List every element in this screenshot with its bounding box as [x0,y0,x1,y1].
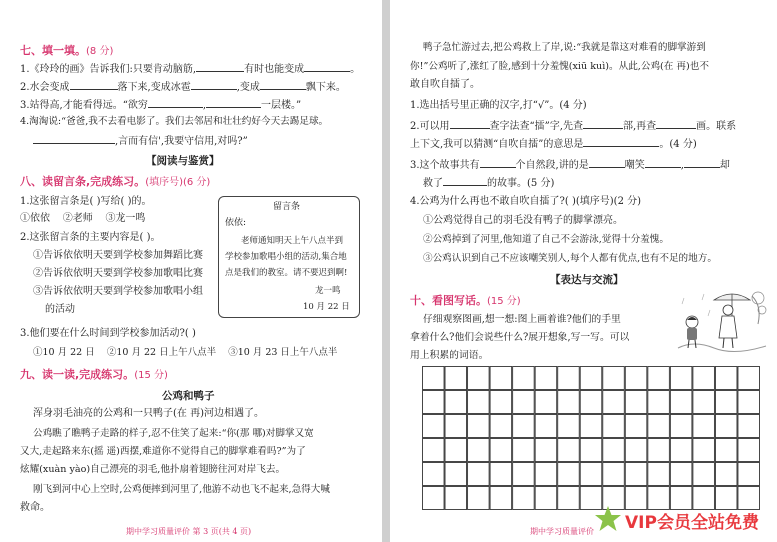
grid-cell[interactable] [648,367,670,390]
grid-cell[interactable] [738,439,760,462]
story-paragraph-4: 你!”公鸡听了,涨红了脸,感到十分羞愧(xiū kuì)。从此,公鸡(在 再)也不 [410,61,709,72]
grid-cell[interactable] [670,391,692,414]
grid-cell[interactable] [715,391,737,414]
grid-cell[interactable] [513,367,535,390]
blank[interactable] [33,134,115,144]
grid-cell[interactable] [670,367,692,390]
grid-cell[interactable] [445,415,467,438]
grid-cell[interactable] [535,463,557,486]
message-note-box [218,196,360,318]
star-icon [593,504,623,534]
grid-cell[interactable] [715,415,737,438]
grid-cell[interactable] [423,415,445,438]
grid-cell[interactable] [603,463,625,486]
children-umbrella-illustration [674,288,769,356]
grid-cell[interactable] [648,463,670,486]
grid-cell[interactable] [738,463,760,486]
s8-q1: 1.这张留言条是( )写给( )的。 [20,196,152,207]
grid-cell[interactable] [535,439,557,462]
grid-cell[interactable] [738,415,760,438]
story-paragraph-1: 浑身羽毛油亮的公鸡和一只鸭子(在 再)河边相遇了。 [33,408,264,419]
s7-q1: 1.《玲玲的画》告诉我们:只要肯动脑筋, 有时也能变成 。 [20,64,361,75]
grid-cell[interactable] [535,415,557,438]
grid-cell[interactable] [423,391,445,414]
story-paragraph-2: 炫耀(xuàn yào)自己漂亮的羽毛,他扑扇着翅膀往河对岸飞去。 [20,464,286,475]
blank[interactable] [260,80,306,90]
grid-cell[interactable] [468,439,490,462]
story-paragraph-2: 又大,走起路来东(摇 遥)西摆,难道你不觉得自己的脚掌难看吗?”为了 [20,446,306,457]
grid-cell[interactable] [670,463,692,486]
grid-cell[interactable] [490,391,512,414]
grid-cell[interactable] [490,367,512,390]
grid-cell[interactable] [445,463,467,486]
option[interactable]: ①依依 [20,213,50,224]
grid-cell[interactable] [445,487,467,510]
grid-cell[interactable] [625,367,647,390]
grid-cell[interactable] [693,415,715,438]
s9-q2-line1: 2.可以用 查字法查“擂”字,先查 部,再查 画。联系 [410,121,737,132]
s9-q4-option3[interactable]: ③公鸡认识到自己不应该嘲笑别人,每个人都有优点,也有不足的地方。 [423,253,717,264]
s9-q4-option1[interactable]: ①公鸡觉得自己的羽毛没有鸭子的脚掌漂亮。 [423,215,623,226]
grid-cell[interactable] [580,463,602,486]
option[interactable]: ①10 月 22 日 [33,347,95,358]
grid-cell[interactable] [580,391,602,414]
grid-cell[interactable] [535,367,557,390]
section-9-title: 九、读一读,完成练习。(15 分) [20,368,168,381]
s10-prompt: 仔细观察图画,想一想:图上画着谁?他们的手里 [423,314,621,325]
blank[interactable] [480,158,516,168]
page-footer: 期中学习质量评价 [530,527,594,536]
s8-q2: 2.这张留言条的主要内容是( )。 [20,232,161,243]
blank[interactable] [583,137,659,147]
grid-cell[interactable] [625,463,647,486]
blank[interactable] [70,80,118,90]
s8-q1-options [20,213,145,225]
blank[interactable] [443,176,487,186]
option[interactable]: ②10 月 22 日上午八点半 [106,347,217,358]
grid-cell[interactable] [423,487,445,510]
grid-cell[interactable] [715,367,737,390]
grid-cell[interactable] [513,439,535,462]
s9-q3-line2: 救了 的故事。(5 分) [423,178,555,189]
grid-cell[interactable] [625,391,647,414]
grid-cell[interactable] [625,439,647,462]
vip-watermark [591,502,777,536]
grid-cell[interactable] [603,391,625,414]
blank[interactable] [191,80,237,90]
blank[interactable] [684,158,720,168]
s7-q4-line1: 4.淘淘说:“爸爸,我不去看电影了。我们去邻居和壮壮约好今天去踢足球。 [20,116,329,127]
blank[interactable] [583,119,623,129]
option[interactable]: ②老师 [62,213,93,224]
grid-cell[interactable] [693,463,715,486]
grid-cell[interactable] [648,415,670,438]
s9-q4-option2[interactable]: ②公鸡掉到了河里,他知道了自己不会游泳,觉得十分羞愧。 [423,234,669,245]
grid-cell[interactable] [558,391,580,414]
express-header: 【表达与交流】 [550,274,624,286]
grid-cell[interactable] [603,439,625,462]
grid-cell[interactable] [580,439,602,462]
blank[interactable] [589,158,625,168]
note-signature: 龙一鸣 [315,286,341,296]
story-title: 公鸡和鸭子 [162,390,215,402]
note-line: 老师通知明天上午八点半到 [241,236,344,246]
blank[interactable] [148,98,203,108]
note-salutation: 依依: [225,218,247,228]
grid-cell[interactable] [738,367,760,390]
right-page [390,0,777,542]
reading-header: 【阅读与鉴赏】 [146,155,220,167]
writing-grid[interactable] [422,366,760,510]
note-date: 10 月 22 日 [303,302,350,312]
s10-prompt: 拿着什么?他们会说些什么?展开想象,写一写。可以 [410,332,630,343]
grid-cell[interactable] [423,463,445,486]
s8-q2-option3[interactable]: ③告诉依依明天要到学校参加歌唱小组 [33,286,203,297]
grid-cell[interactable] [580,367,602,390]
s8-q3: 3.他们要在什么时间到学校参加活动?( ) [20,328,196,339]
page-footer: 期中学习质量评价 第 3 页(共 4 页) [126,527,252,536]
grid-cell[interactable] [445,367,467,390]
s9-q1: 1.选出括号里正确的汉字,打“√”。(4 分) [410,100,587,111]
grid-cell[interactable] [715,439,737,462]
s7-q3: 3.站得高,才能看得远。“欲穷 , 一层楼。” [20,100,302,111]
note-line: 点是我们的教室。请不要迟到啊! [225,268,348,278]
blank[interactable] [656,119,696,129]
grid-cell[interactable] [558,367,580,390]
grid-cell[interactable] [648,439,670,462]
s10-prompt: 用上积累的词语。 [410,350,489,361]
s8-q3-options [33,347,337,359]
section-8-title: 八、读留言条,完成练习。(填序号)(6 分) [20,175,211,188]
grid-cell[interactable] [558,487,580,510]
section-10-title: 十、看图写话。(15 分) [410,294,521,307]
grid-cell[interactable] [670,439,692,462]
grid-cell[interactable] [670,415,692,438]
story-paragraph-3: 刚飞到河中心上空时,公鸡便摔到河里了,他游不动也飞不起来,急得大喊 [33,484,330,495]
grid-cell[interactable] [558,439,580,462]
grid-cell[interactable] [445,391,467,414]
watermark-text: VIP会员全站免费 [625,513,759,533]
grid-cell[interactable] [558,415,580,438]
note-line: 学校参加歌唱小组的活动,集合地 [225,252,347,262]
story-paragraph-3: 救命。 [20,502,50,513]
grid-cell[interactable] [468,463,490,486]
blank[interactable] [196,62,244,72]
grid-cell[interactable] [513,415,535,438]
story-paragraph-4: 敢自吹自擂了。 [410,79,480,90]
grid-cell[interactable] [468,367,490,390]
story-paragraph-2: 公鸡瞧了瞧鸭子走路的样子,忍不住笑了起来:“你(那 哪)对脚掌又宽 [33,428,314,439]
grid-cell[interactable] [490,463,512,486]
grid-cell[interactable] [738,391,760,414]
s8-q2-option2[interactable]: ②告诉依依明天要到学校参加歌唱比赛 [33,268,203,279]
grid-cell[interactable] [423,439,445,462]
grid-cell[interactable] [625,415,647,438]
grid-cell[interactable] [648,391,670,414]
s9-q2-line2: 上下文,我可以猜测“自吹自擂”的意思是 。(4 分) [410,139,697,150]
left-page [0,0,382,542]
blank[interactable] [304,62,350,72]
grid-cell[interactable] [535,487,557,510]
s9-q4: 4.公鸡为什么再也不敢自吹自擂了?( )(填序号)(2 分) [410,196,642,207]
grid-cell[interactable] [603,367,625,390]
grid-cell[interactable] [580,415,602,438]
s7-q2: 2.水会变成 落下来,变成冰雹 ,变成 飘下来。 [20,82,346,93]
grid-cell[interactable] [715,463,737,486]
grid-cell[interactable] [513,391,535,414]
grid-cell[interactable] [535,391,557,414]
grid-cell[interactable] [693,391,715,414]
blank[interactable] [645,158,681,168]
grid-cell[interactable] [468,415,490,438]
blank[interactable] [450,119,490,129]
section-7-title: 七、填一填。(8 分) [20,44,114,57]
grid-cell[interactable] [693,367,715,390]
grid-cell[interactable] [558,463,580,486]
grid-cell[interactable] [445,439,467,462]
grid-cell[interactable] [468,391,490,414]
grid-cell[interactable] [490,415,512,438]
grid-cell[interactable] [693,439,715,462]
grid-cell[interactable] [468,487,490,510]
s8-q2-option3-cont: 的活动 [45,304,75,315]
grid-cell[interactable] [513,463,535,486]
blank[interactable] [206,98,261,108]
grid-cell[interactable] [423,367,445,390]
s8-q2-option1[interactable]: ①告诉依依明天要到学校参加舞蹈比赛 [33,250,203,261]
s7-q4-line2: ,言而有信',我要守信用,对吗?” [33,134,248,148]
note-title: 留言条 [273,202,301,212]
s9-q3-line1: 3.这个故事共有 个自然段,讲的是 嘲笑 , 却 [410,160,730,171]
page-gutter [382,0,390,542]
grid-cell[interactable] [603,415,625,438]
grid-cell[interactable] [490,439,512,462]
grid-cell[interactable] [490,487,512,510]
option[interactable]: ③10 月 23 日上午八点半 [228,347,338,358]
grid-cell[interactable] [513,487,535,510]
option[interactable]: ③龙一鸣 [105,213,146,224]
story-paragraph-4: 鸭子急忙游过去,把公鸡救上了岸,说:“我就是靠这对难看的脚掌游到 [423,42,706,53]
